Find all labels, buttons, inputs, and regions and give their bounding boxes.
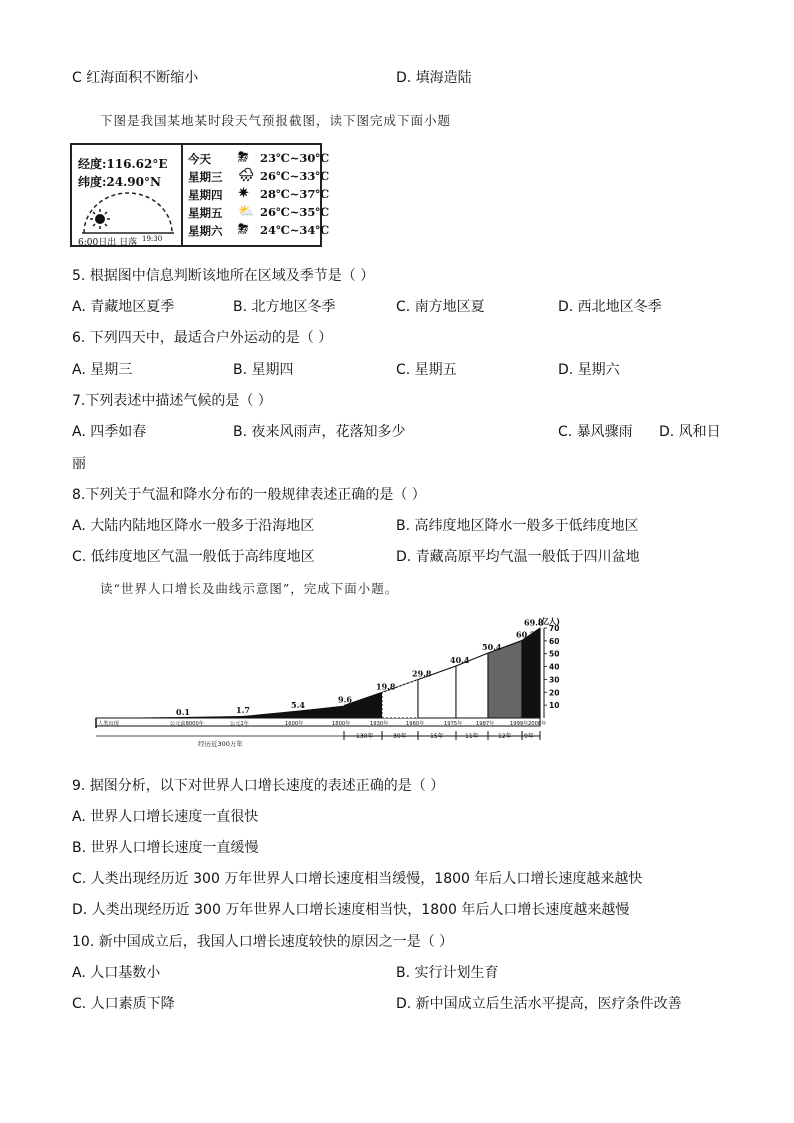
- population-value-label: 1.7: [236, 704, 250, 715]
- q10-option-c: C. 人口素质下降: [72, 996, 175, 1012]
- q9-option-a: A. 世界人口增长速度一直很快: [72, 809, 259, 825]
- year-label: 1975年: [444, 721, 463, 727]
- forecast-row-fri: [188, 204, 330, 222]
- chart-baseline: [96, 718, 540, 728]
- q6-stem: 6. 下列四天中，最适合户外运动的是（ ）: [72, 330, 333, 346]
- year-label: 人类出现: [98, 721, 119, 727]
- q4-option-d: D. 填海造陆: [396, 70, 472, 86]
- population-bars: [382, 628, 540, 718]
- sun-icon: ✷: [238, 186, 249, 201]
- y-tick-label: 20: [549, 688, 560, 698]
- forecast-temp: 24℃~34℃: [260, 223, 330, 237]
- population-growth-chart: [92, 614, 562, 756]
- q8-option-d: D. 青藏高原平均气温一般低于四川盆地: [396, 549, 640, 565]
- q6-option-b: B. 星期四: [233, 362, 294, 378]
- q7-option-b: B. 夜来风雨声，花落知多少: [233, 424, 406, 440]
- y-axis-unit-label: (亿人): [538, 617, 560, 626]
- interval-labels: [96, 731, 540, 748]
- forecast-row-sat: [188, 222, 330, 240]
- q9-stem: 9. 据图分析，以下对世界人口增长速度的表述正确的是（ ）: [72, 778, 445, 794]
- y-axis: [538, 616, 560, 718]
- y-tick-label: 30: [549, 675, 560, 685]
- y-tick-label: 60: [549, 636, 560, 646]
- population-value-label: 0.1: [176, 706, 190, 717]
- q7-option-c: C. 暴风骤雨: [558, 424, 633, 440]
- y-tick-label: 70: [549, 624, 560, 633]
- q7-stem: 7.下列表述中描述气候的是（ ）: [72, 393, 272, 409]
- cloud-sun-icon: ⛅: [238, 204, 255, 219]
- rain-icon: 🌧: [238, 168, 255, 183]
- q5-option-a: A. 青藏地区夏季: [72, 299, 175, 315]
- span-label: 经历近300万年: [198, 740, 243, 748]
- population-value-label: 60.2: [516, 629, 536, 640]
- q7-option-a: A. 四季如春: [72, 424, 147, 440]
- population-value-label: 19.8: [376, 681, 396, 692]
- forecast-temp: 26℃~33℃: [260, 169, 330, 183]
- forecast-row-today: [188, 150, 330, 168]
- sunrise-label: 6:00日出 日落: [78, 238, 138, 248]
- q8-option-c: C. 低纬度地区气温一般低于高纬度地区: [72, 549, 315, 565]
- sunset-time: 19:30: [142, 235, 163, 243]
- forecast-temp: 26℃~35℃: [260, 205, 330, 219]
- forecast-day: 星期四: [188, 188, 223, 202]
- year-label: 1600年: [285, 721, 304, 727]
- q5-stem: 5. 根据图中信息判断该地所在区域及季节是（ ）: [72, 268, 375, 284]
- population-value-label: 40.4: [450, 655, 470, 666]
- population-value-label: 5.4: [291, 700, 305, 711]
- q7-option-d: D. 风和日: [659, 424, 721, 440]
- q4-option-c: C 红海面积不断缩小: [72, 70, 199, 86]
- baseline-band: [96, 718, 540, 726]
- q5-option-b: B. 北方地区冬季: [233, 299, 336, 315]
- forecast-row-wed: [188, 168, 330, 186]
- q9-option-d: D. 人类出现经历近 300 万年世界人口增长速度相当快，1800 年后人口增长速度越来越慢: [72, 902, 630, 918]
- forecast-day: 星期五: [188, 206, 223, 220]
- sun-path-diagram: [80, 189, 176, 237]
- q8-option-a: A. 大陆内陆地区降水一般多于沿海地区: [72, 518, 315, 534]
- year-label: 1987年: [476, 721, 495, 727]
- q5-option-c: C. 南方地区夏: [396, 299, 485, 315]
- population-period-bar: [488, 641, 522, 718]
- year-label: 1960年: [406, 721, 425, 727]
- population-value-label: 50.4: [482, 642, 502, 653]
- sun-icon: [90, 209, 110, 229]
- forecast-day: 星期三: [188, 170, 223, 184]
- y-tick-label: 50: [549, 649, 560, 659]
- forecast-day: 今天: [188, 152, 211, 166]
- heavy-rain-icon: ⛈: [238, 222, 249, 237]
- year-label: 1930年: [370, 721, 389, 727]
- population-value-label: 29.8: [412, 668, 432, 679]
- q5-option-d: D. 西北地区冬季: [558, 299, 662, 315]
- interval-label: 30年: [393, 733, 407, 740]
- forecast-temp: 23℃~30℃: [260, 151, 330, 165]
- population-value-label: 9.6: [338, 694, 352, 705]
- storm-icon: ⛈: [238, 150, 249, 165]
- forecast-day: 星期六: [188, 224, 223, 238]
- q10-stem: 10. 新中国成立后，我国人口增长速度较快的原因之一是（ ）: [72, 934, 454, 950]
- weather-forecast-figure: [70, 143, 330, 248]
- q10-option-a: A. 人口基数小: [72, 965, 161, 981]
- year-label: 2008年: [528, 721, 547, 727]
- population-period-bar: [522, 628, 540, 718]
- year-label: 1800年: [332, 721, 351, 727]
- latitude-label: 纬度:24.90°N: [78, 175, 161, 189]
- y-tick-label: 10: [549, 701, 560, 711]
- interval-label: 15年: [430, 733, 444, 740]
- year-label: 公元前8000年: [170, 721, 204, 727]
- intro-weather: 下图是我国某地某时段天气预报截图，读下图完成下面小题: [100, 113, 452, 128]
- interval-label: 130年: [356, 733, 374, 740]
- q8-option-b: B. 高纬度地区降水一般多于低纬度地区: [396, 518, 639, 534]
- population-value-label: 69.8: [524, 617, 544, 628]
- forecast-temp: 28℃~37℃: [260, 187, 330, 201]
- interval-label: 9年: [524, 733, 534, 740]
- interval-label: 12年: [498, 733, 512, 740]
- q7-option-d-wrap: 丽: [72, 456, 86, 472]
- interval-label: 11年: [465, 733, 479, 740]
- year-label: 公元1年: [230, 721, 249, 727]
- year-label: 1999年: [510, 721, 529, 727]
- weather-divider: [181, 145, 183, 245]
- longitude-label: 经度:116.62°E: [78, 157, 168, 171]
- q8-stem: 8.下列关于气温和降水分布的一般规律表述正确的是（ ）: [72, 487, 426, 503]
- forecast-row-thu: [188, 186, 330, 204]
- y-tick-label: 40: [549, 662, 560, 672]
- q6-option-a: A. 星期三: [72, 362, 133, 378]
- intro-population: 读“世界人口增长及曲线示意图”，完成下面小题。: [100, 581, 399, 596]
- q6-option-d: D. 星期六: [558, 362, 620, 378]
- q9-option-c: C. 人类出现经历近 300 万年世界人口增长速度相当缓慢，1800 年后人口增长速度越来越快: [72, 871, 643, 887]
- q6-option-c: C. 星期五: [396, 362, 457, 378]
- q10-option-b: B. 实行计划生育: [396, 965, 499, 981]
- q9-option-b: B. 世界人口增长速度一直缓慢: [72, 840, 259, 856]
- q10-option-d: D. 新中国成立后生活水平提高，医疗条件改善: [396, 996, 682, 1012]
